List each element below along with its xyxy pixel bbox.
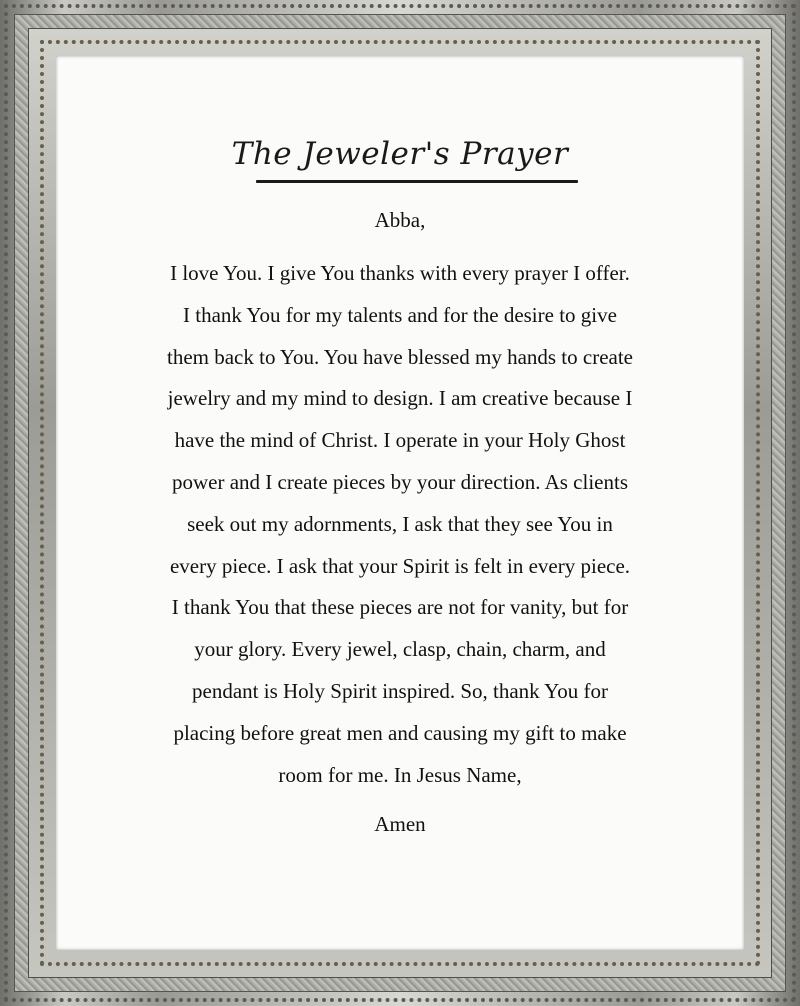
prayer-line: them back to You. You have blessed my hands to create: [166, 344, 634, 369]
prayer-line: have the mind of Christ. I operate in your Holy Ghost: [174, 428, 626, 453]
prayer-line: pendant is Holy Spirit inspired. So, thank You for: [192, 678, 608, 703]
prayer-line: I love You. I give You thanks with every prayer I offer.: [170, 261, 630, 285]
prayer-line: seek out my adornments, I ask that they see You in: [187, 511, 613, 536]
prayer-line: I thank You that these pieces are not for vanity, but for: [171, 595, 629, 620]
prayer-line: jewelry and my mind to design. I am creative because I: [167, 386, 633, 411]
prayer-mat: [56, 56, 744, 950]
prayer-line: room for me. In Jesus Name,: [278, 762, 522, 787]
prayer-greeting: Abba,: [374, 208, 426, 232]
prayer-title: The Jeweler's Prayer: [231, 136, 569, 172]
prayer-line: your glory. Every jewel, clasp, chain, charm, and: [194, 637, 606, 662]
prayer-body: [116, 253, 684, 796]
prayer-line: power and I create pieces by your direction. As clients: [171, 469, 628, 494]
prayer-closing: Amen: [374, 812, 426, 836]
prayer-line: I thank You for my talents and for the desire to give: [183, 302, 617, 327]
prayer-line: placing before great men and causing my gift to make: [173, 720, 627, 745]
prayer-line: every piece. I ask that your Spirit is felt in every piece.: [169, 553, 631, 578]
title-underline: [256, 180, 578, 183]
